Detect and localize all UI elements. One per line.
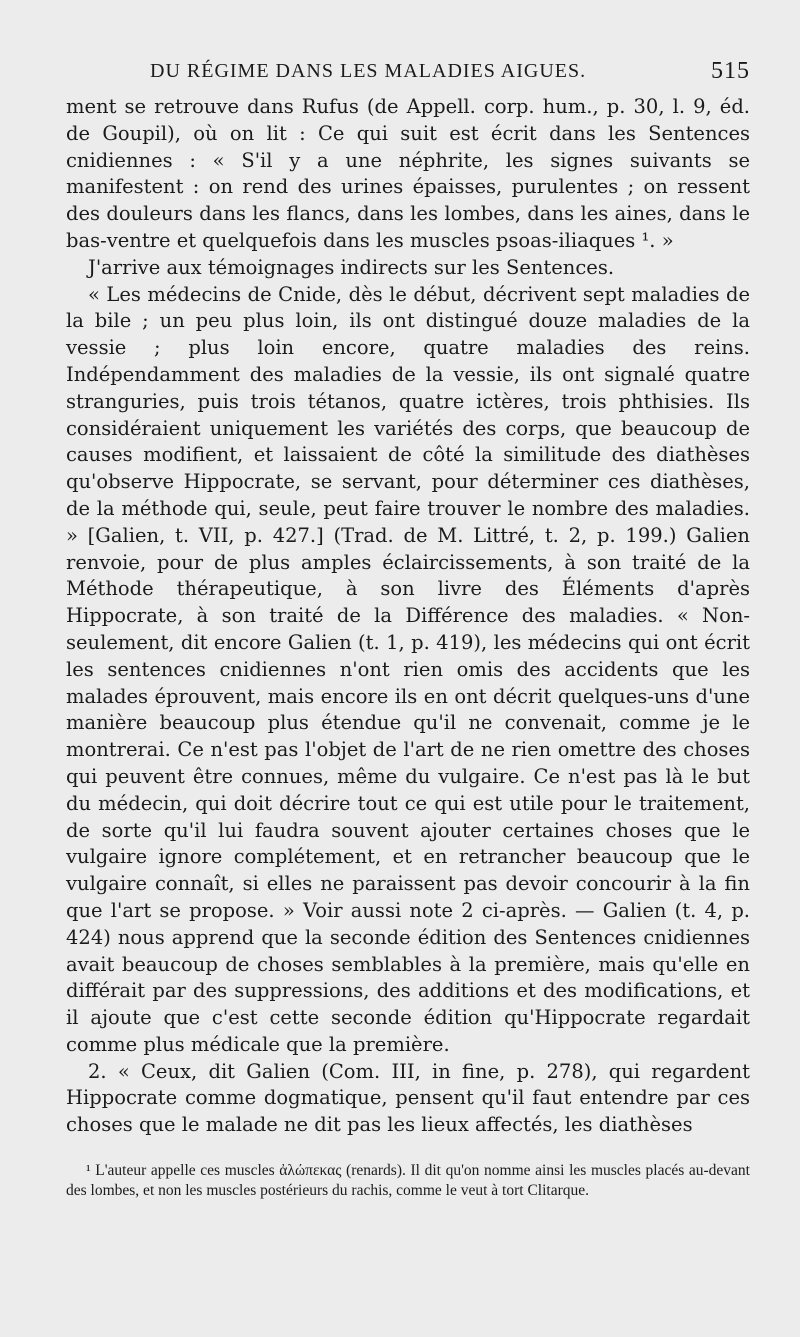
footnote: ¹ L'auteur appelle ces muscles ἀλώπεκας (renards). Il dit qu'on nomme ainsi les muscles placés au-devant des lombes, et non les muscles postérieurs du rachis, comme le veut à tort Clitarque. xyxy=(66,1162,750,1200)
paragraph-intro: J'arrive aux témoignages indirects sur les Sentences. xyxy=(88,255,615,279)
paragraph-quotation: « Les médecins de Cnide, dès le début, décrivent sept maladies de la bile ; un peu plus loin, ils ont distingué douze maladies de la vessie ; plus loin encore, quatre maladies des reins. Indépendamment des maladies de la vessie, ils ont signalé quatre stranguries, puis trois tétanos, quatre ictères, trois phthisies. Ils considéraient uniquement les variétés des corps, que beaucoup de causes modifient, et laissaient de côté la similitude des diathèses qu'observe Hippocrate, se servant, pour déterminer ces diathèses, de la méthode qui, seule, peut faire trouver le nombre des maladies. » [Galien, t. VII, p. 427.] (Trad. de M. Littré, t. 2, p. 199.) Galien renvoie, pour de plus amples éclaircissements, à son traité de la Méthode thérapeutique, à son livre des Éléments d'après Hippocrate, à son traité de la Différence des maladies. « Non-seulement, dit encore Galien (t. 1, p. 419), les médecins qui ont écrit les sentences cnidiennes n'ont rien omis des accidents que les malades éprouvent, mais encore ils en ont décrit quelques-uns d'une manière beaucoup plus étendue qu'il ne convenait, comme je le montrerai. Ce n'est pas l'objet de l'art de ne rien omettre des choses qui peuvent être connues, même du vulgaire. Ce n'est pas là le but du médecin, qui doit décrire tout ce qui est utile pour le traitement, de sorte qu'il lui faudra souvent ajouter certaines choses que le vulgaire ignore complétement, et en retrancher beaucoup que le vulgaire connaît, si elles ne paraissent pas devoir concourir à la fin que l'art se propose. » Voir aussi note 2 ci-après. — Galien (t. 4, p. 424) nous apprend que la seconde édition des Sentences cnidiennes avait beaucoup de choses semblables à la première, mais qu'elle en différait par des suppressions, des additions et des modifications, et il ajoute que c'est cette seconde édition qu'Hippocrate regardait comme plus médicale que la première. xyxy=(66,282,750,1056)
running-title: DU RÉGIME DANS LES MALADIES AIGUES. xyxy=(150,60,587,82)
paragraph-note-2: 2. « Ceux, dit Galien (Com. III, in fine, p. 278), qui regardent Hippocrate comme dogmatique, pensent qu'il faut entendre par ces choses que le malade ne dit pas les lieux affectés, les diathèses xyxy=(66,1059,750,1137)
page-content xyxy=(66,60,750,1201)
paragraph-continued: ment se retrouve dans Rufus (de Appell. corp. hum., p. 30, l. 9, éd. de Goupil), où on lit : Ce qui suit est écrit dans les Sentences cnidiennes : « S'il y a une néphrite, les signes suivants se manifestent : on rend des urines épaisses, purulentes ; on ressent des douleurs dans les flancs, dans les lombes, dans les aines, dans le bas-ventre et quelquefois dans les muscles psoas-iliaques ¹. » xyxy=(66,95,750,252)
running-header xyxy=(66,60,750,94)
page-number: 515 xyxy=(711,58,750,84)
body-text xyxy=(66,94,750,1139)
footnote-area xyxy=(66,1161,750,1201)
